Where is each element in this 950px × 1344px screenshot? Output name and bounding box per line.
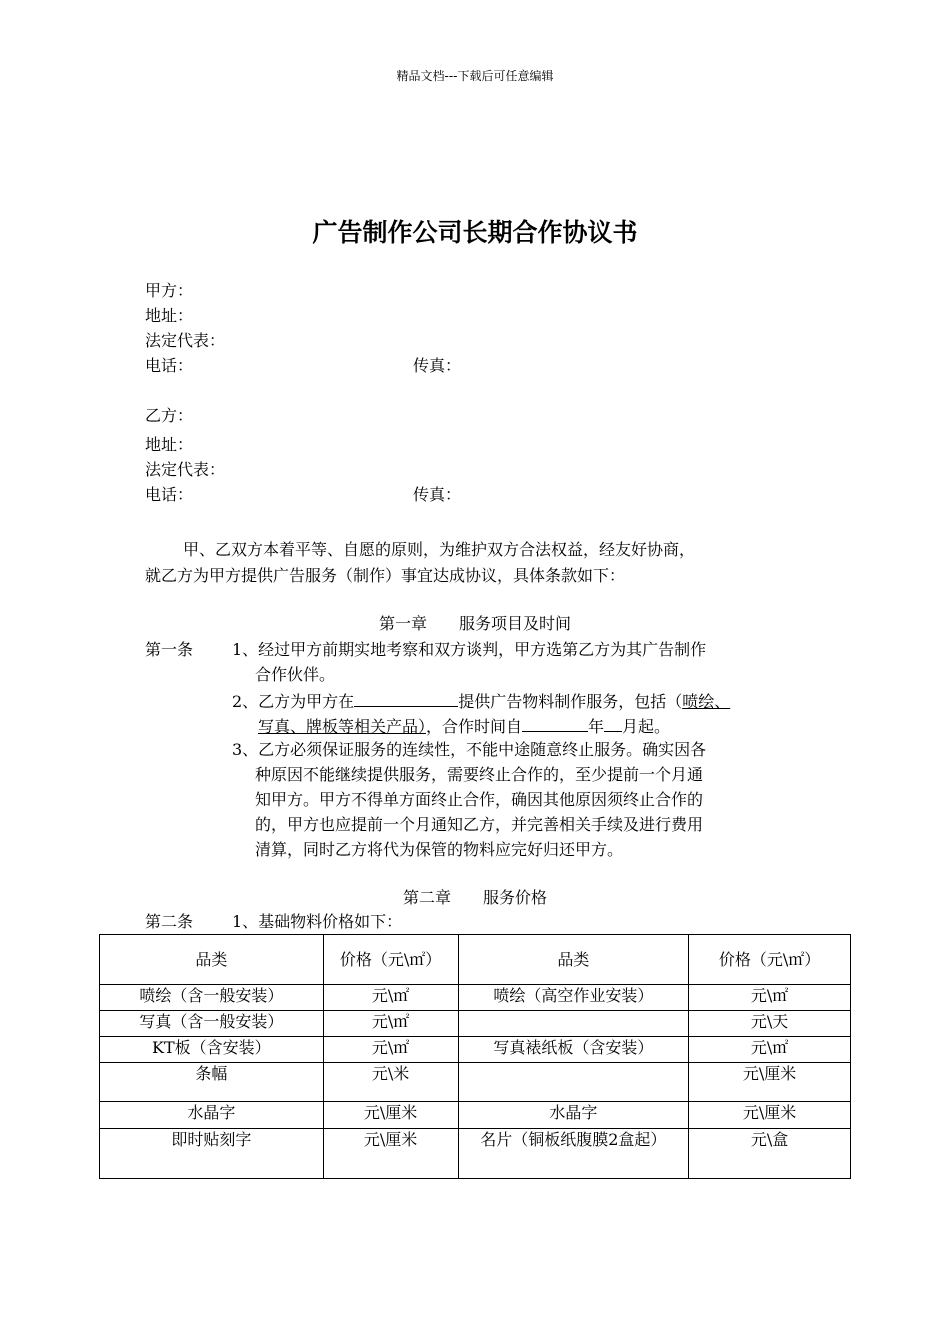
table-cell: 喷绘（含一般安装）	[100, 985, 324, 1011]
article-1-item-2a	[232, 690, 730, 712]
item-2-month: 月起。	[622, 717, 671, 736]
table-cell: 元\天	[689, 1011, 851, 1037]
article-1-item-3-line-3: 知甲方。甲方不得单方面终止合作，确因其他原因须终止合作的	[255, 790, 704, 809]
price-table	[99, 934, 851, 1179]
party-a-rep: 法定代表：	[145, 331, 226, 350]
intro-line-1: 甲、乙双方本着平等、自愿的原则，为维护双方合法权益，经友好协商，	[183, 540, 696, 559]
article-1-item-3-line-5: 清算，同时乙方将代为保管的物料应完好归还甲方。	[255, 840, 624, 859]
party-a-address: 地址：	[145, 306, 194, 325]
table-cell: 水晶字	[100, 1102, 324, 1129]
table-cell: 元\㎡	[689, 1037, 851, 1063]
header-category-2: 品类	[458, 935, 689, 985]
chapter-1-heading: 第一章 服务项目及时间	[378, 614, 571, 633]
table-cell: 元\㎡	[323, 1011, 458, 1037]
table-row	[100, 1011, 851, 1037]
item-2-text-3: ，合作时间自	[426, 717, 523, 736]
table-cell: 条幅	[100, 1063, 324, 1102]
party-a-phone: 电话：	[145, 356, 194, 375]
table-cell	[458, 1063, 689, 1102]
article-1-item-2b	[258, 715, 670, 737]
item-2-text-1: 2、乙方为甲方在	[232, 692, 355, 711]
party-b-label: 乙方：	[145, 406, 194, 425]
table-cell: 写真（含一般安装）	[100, 1011, 324, 1037]
table-cell	[458, 1011, 689, 1037]
article-2-label: 第二条	[145, 912, 194, 931]
table-cell: 元\厘米	[689, 1102, 851, 1129]
table-cell: 喷绘（高空作业安装）	[458, 985, 689, 1011]
table-cell: 元\厘米	[323, 1102, 458, 1129]
article-1-item-1a: 1、经过甲方前期实地考察和双方谈判，甲方选第乙方为其广告制作	[232, 640, 707, 659]
item-2-underlined-2: 写真、牌板等相关产品）	[258, 717, 427, 736]
document-title: 广告制作公司长期合作协议书	[312, 218, 638, 247]
article-1-item-3-line-1: 3、乙方必须保证服务的连续性，不能中途随意终止服务。确实因各	[232, 740, 707, 759]
header-price-1: 价格（元\㎡）	[323, 935, 458, 985]
table-cell: 水晶字	[458, 1102, 689, 1129]
article-1-item-3-line-4: 的，甲方也应提前一个月通知乙方，并完善相关手续及进行费用	[255, 815, 704, 834]
table-row	[100, 1037, 851, 1063]
header-note: 精品文档---下载后可任意编辑	[396, 69, 554, 83]
party-a-fax: 传真：	[413, 356, 462, 375]
month-blank	[604, 715, 622, 732]
table-row	[100, 1063, 851, 1102]
table-cell: KT板（含安装）	[100, 1037, 324, 1063]
table-header-row	[100, 935, 851, 985]
article-2-item-1: 1、基础物料价格如下：	[232, 912, 403, 931]
item-2-text-2: 提供广告物料制作服务，包括（	[458, 692, 683, 711]
table-cell: 写真裱纸板（含安装）	[458, 1037, 689, 1063]
table-row	[100, 1102, 851, 1129]
party-b-rep: 法定代表：	[145, 460, 226, 479]
article-1-label: 第一条	[145, 640, 194, 659]
party-b-phone: 电话：	[145, 485, 194, 504]
party-b-fax: 传真：	[413, 485, 462, 504]
table-cell: 元\㎡	[323, 985, 458, 1011]
year-blank	[522, 715, 588, 732]
table-cell: 元\厘米	[323, 1129, 458, 1179]
table-cell: 元\㎡	[323, 1037, 458, 1063]
table-cell: 即时贴刻字	[100, 1129, 324, 1179]
item-2-underlined-1: 喷绘、	[682, 692, 731, 711]
table-cell: 元\㎡	[689, 985, 851, 1011]
party-a-label: 甲方：	[145, 281, 194, 300]
article-1-item-1b: 合作伙伴。	[255, 665, 336, 684]
intro-line-2: 就乙方为甲方提供广告服务（制作）事宜达成协议，具体条款如下：	[145, 566, 626, 585]
table-cell: 名片（铜板纸腹膜2盒起）	[458, 1129, 689, 1179]
table-cell: 元\盒	[689, 1129, 851, 1179]
party-b-address: 地址：	[145, 435, 194, 454]
header-category-1: 品类	[100, 935, 324, 985]
chapter-2-heading: 第二章 服务价格	[402, 888, 547, 907]
table-row	[100, 985, 851, 1011]
table-cell: 元\米	[323, 1063, 458, 1102]
table-row	[100, 1129, 851, 1179]
article-1-item-3-line-2: 种原因不能继续提供服务，需要终止合作的，至少提前一个月通	[255, 765, 704, 784]
table-cell: 元\厘米	[689, 1063, 851, 1102]
header-price-2: 价格（元\㎡）	[689, 935, 851, 985]
location-blank	[354, 690, 458, 707]
item-2-year: 年	[588, 717, 605, 736]
